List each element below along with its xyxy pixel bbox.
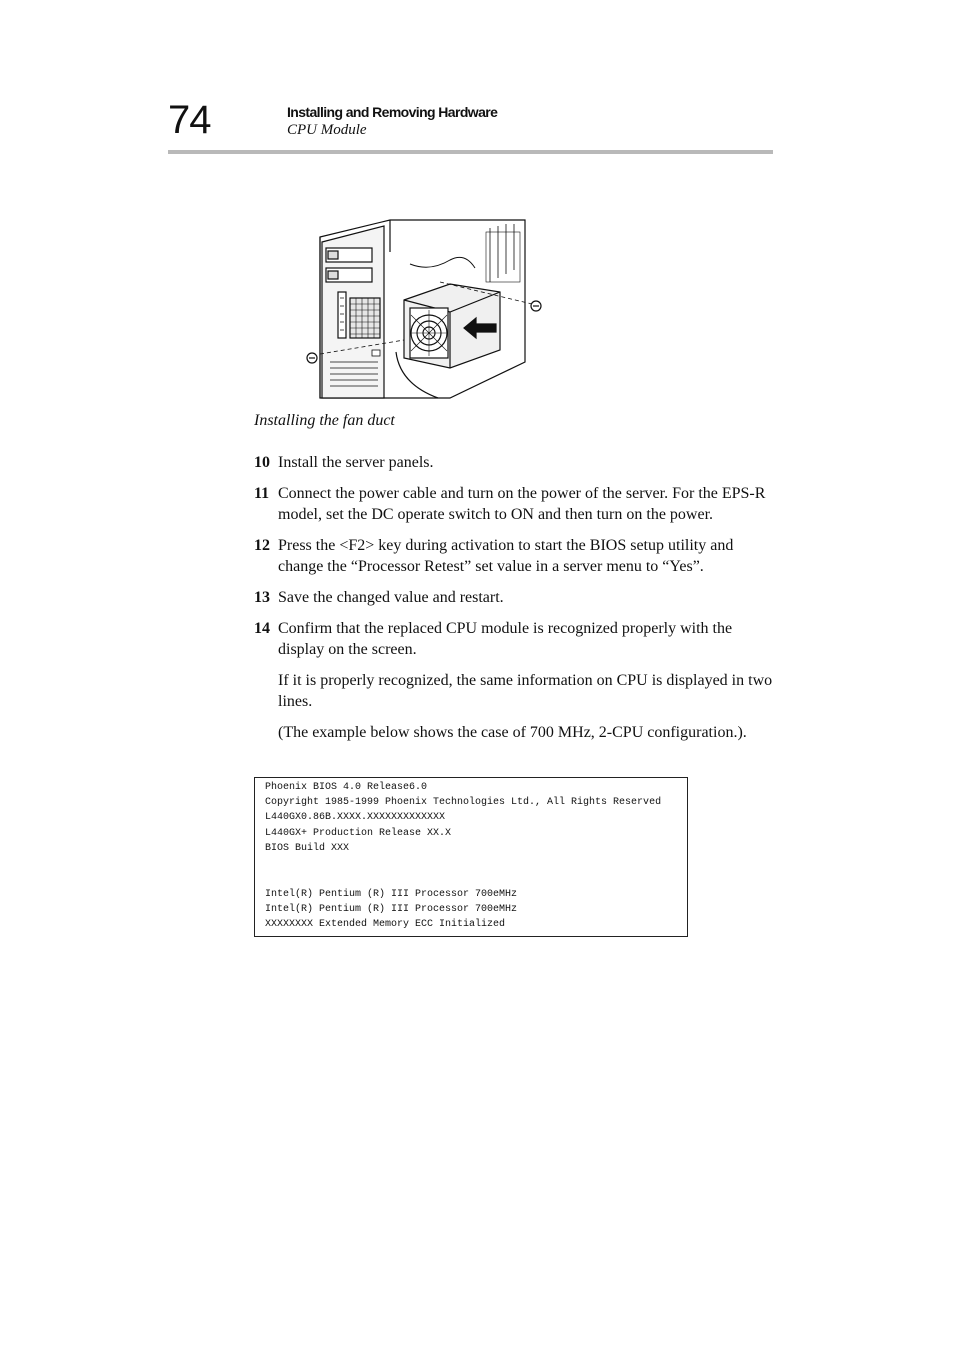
step-list (254, 452, 774, 753)
bios-screen-example (254, 777, 688, 937)
step-text: Connect the power cable and turn on the power of the server. For the EPS-R model, set the DC operate switch to ON and then turn on the power. (278, 485, 766, 523)
section-title: CPU Module (287, 122, 367, 138)
page-number: 74 (168, 98, 211, 142)
bios-line: Intel(R) Pentium (R) III Processor 700eMHz (265, 904, 518, 915)
step-text: If it is properly recognized, the same information on CPU is displayed in two lines. (278, 672, 773, 710)
step-number: 12 (254, 537, 270, 554)
step-number: 11 (254, 485, 270, 502)
bios-line: XXXXXXXX Extended Memory ECC Initialized (265, 919, 506, 930)
chapter-title: Installing and Removing Hardware (287, 104, 498, 120)
bios-line: L440GX+ Production Release XX.X (265, 828, 452, 839)
step-text: Install the server panels. (278, 454, 434, 471)
step-number: 14 (254, 620, 270, 637)
step-text: (The example below shows the case of 700 MHz, 2-CPU configuration.). (278, 724, 747, 741)
header-rule (168, 150, 773, 154)
bios-line: BIOS Build XXX (265, 843, 350, 854)
figure-caption: Installing the fan duct (254, 412, 395, 429)
bios-line: Copyright 1985-1999 Phoenix Technologies Ltd., All Rights Reserved (265, 797, 662, 808)
bios-line: Phoenix BIOS 4.0 Release6.0 (265, 782, 428, 793)
step-item (254, 618, 774, 743)
step-number: 10 (254, 454, 270, 471)
step-item (254, 452, 774, 473)
step-text: Confirm that the replaced CPU module is recognized properly with the display on the screen. (278, 620, 733, 658)
bios-line: Intel(R) Pentium (R) III Processor 700eMHz (265, 889, 518, 900)
step-item (254, 483, 774, 525)
step-text: Save the changed value and restart. (278, 589, 504, 606)
bios-line: L440GX0.86B.XXXX.XXXXXXXXXXXXX (265, 812, 446, 823)
step-item (254, 535, 774, 577)
fan-duct-illustration (300, 212, 550, 400)
step-item (254, 587, 774, 608)
step-number: 13 (254, 589, 270, 606)
step-text: Press the <F2> key during activation to start the BIOS setup utility and change the “Processor Retest” set value in a server menu to “Yes”. (278, 537, 734, 575)
